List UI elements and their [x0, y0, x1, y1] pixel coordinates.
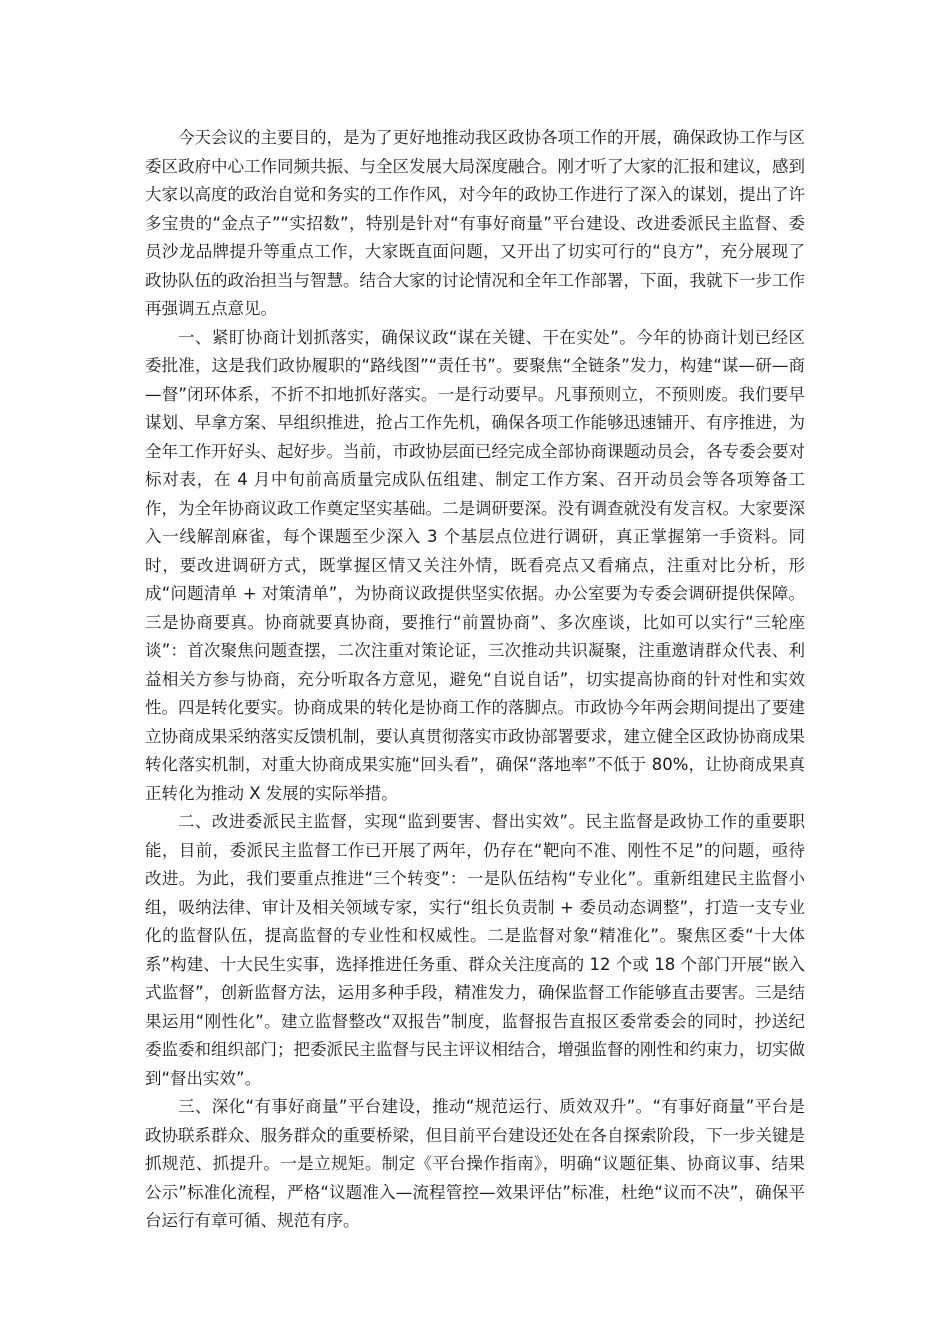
document-body	[145, 124, 805, 1236]
paragraph-opening: 今天会议的主要目的，是为了更好地推动我区政协各项工作的开展，确保政协工作与区委区政府中心工作同频共振、与全区发展大局深度融合。刚才听了大家的汇报和建议，感到大家以高度的政治自觉和务实的工作作风，对今年的政协工作进行了深入的谋划，提出了许多宝贵的“金点子”“实招数”，特别是针对“有事好商量”平台建设、改进委派民主监督、委员沙龙品牌提升等重点工作，大家既直面问题，又开出了切实可行的“良方”，充分展现了政协队伍的政治担当与智慧。结合大家的讨论情况和全年工作部署，下面，我就下一步工作再强调五点意见。	[145, 128, 805, 318]
paragraph-section-three: 三、深化“有事好商量”平台建设，推动“规范运行、质效双升”。“有事好商量”平台是政协联系群众、服务群众的重要桥梁，但目前平台建设还处在各自探索阶段，下一步关键是抓规范、抓提升。一是立规矩。制定《平台操作指南》，明确“议题征集、协商议事、结果公示”标准化流程，严格“议题准入—流程管控—效果评估”标准，杜绝“议而不决”，确保平台运行有章可循、规范有序。	[145, 1097, 805, 1230]
paragraph-section-one: 一、紧盯协商计划抓落实，确保议政“谋在关键、干在实处”。今年的协商计划已经区委批准，这是我们政协履职的“路线图”“责任书”。要聚焦“全链条”发力，构建“谋—研—商—督”闭环体系，不折不扣地抓好落实。一是行动要早。凡事预则立，不预则废。我们要早谋划、早拿方案、早组织推进，抢占工作先机，确保各项工作能够迅速铺开、有序推进，为全年工作开好头、起好步。当前，市政协层面已经完成全部协商课题动员会，各专委会要对标对表，在 4 月中旬前高质量完成队伍组建、制定工作方案、召开动员会等各项筹备工作，为全年协商议政工作奠定坚实基础。二是调研要深。没有调查就没有发言权。大家要深入一线解剖麻雀，每个课题至少深入 3 个基层点位进行调研，真正掌握第一手资料。同时，要改进调研方式，既掌握区情又关注外情，既看亮点又看痛点，注重对比分析，形成“问题清单 + 对策清单”，为协商议政提供坚实依据。办公室要为专委会调研提供保障。三是协商要真。协商就要真协商，要推行“前置协商”、多次座谈，比如可以实行“三轮座谈”：首次聚焦问题查摆，二次注重对策论证，三次推动共识凝聚，注重邀请群众代表、利益相关方参与协商，充分听取各方意见，避免“自说自话”，切实提高协商的针对性和实效性。四是转化要实。协商成果的转化是协商工作的落脚点。市政协今年两会期间提出了要建立协商成果采纳落实反馈机制，要认真贯彻落实市政协部署要求，建立健全区政协协商成果转化落实机制，对重大协商成果实施“回头看”，确保“落地率”不低于 80%，让协商成果真正转化为推动 X 发展的实际举措。	[145, 327, 805, 803]
paragraph-section-two: 二、改进委派民主监督，实现“监到要害、督出实效”。民主监督是政协工作的重要职能，目前，委派民主监督工作已开展了两年，仍存在“靶向不准、刚性不足”的问题，亟待改进。为此，我们要重点推进“三个转变”：一是队伍结构“专业化”。重新组建民主监督小组，吸纳法律、审计及相关领域专家，实行“组长负责制 + 委员动态调整”，打造一支专业化的监督队伍，提高监督的专业性和权威性。二是监督对象“精准化”。聚焦区委“十大体系”构建、十大民生实事，选择推进任务重、群众关注度高的 12 个或 18 个部门开展“嵌入式监督”，创新监督方法，运用多种手段，精准发力，确保监督工作能够直击要害。三是结果运用“刚性化”。建立监督整改“双报告”制度，监督报告直报区委常委会的同时，抄送纪委监委和组织部门；把委派民主监督与民主评议相结合，增强监督的刚性和约束力，切实做到“督出实效”。	[145, 812, 805, 1088]
